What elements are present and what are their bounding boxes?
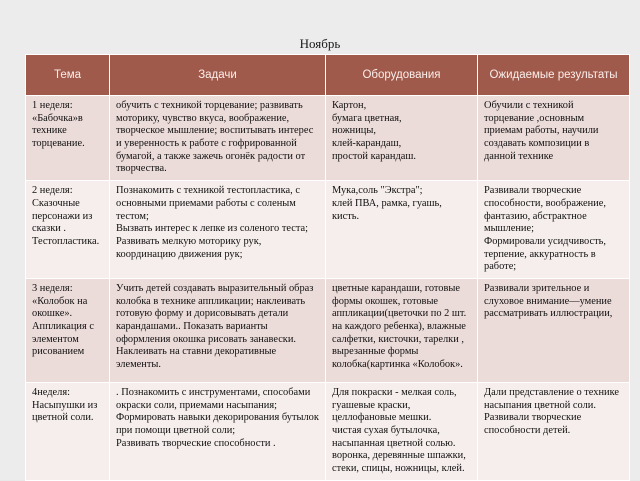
cell-topic: 4неделя: Насыпушки из цветной соли.	[26, 382, 110, 480]
cell-topic: 2 неделя: Сказочные персонажи из сказки . Тестопластика.	[26, 181, 110, 279]
cell-topic: 1 неделя: «Бабочка»в технике торцевание.	[26, 96, 110, 181]
cell-equipment: Картон, бумага цветная, ножницы, клей-карандаш, простой карандаш.	[326, 96, 478, 181]
cell-results: Развивали творческие способности, воображение, фантазию, абстрактное мышление; Формировали усидчивость, терпение, аккуратность в работе;	[478, 181, 630, 279]
plan-table	[25, 54, 630, 481]
header-tasks: Задачи	[110, 55, 326, 96]
cell-topic: 3 неделя: «Колобок на окошке». Аппликация с элементом рисованием	[26, 278, 110, 382]
header-results: Ожидаемые результаты	[478, 55, 630, 96]
table-header-row	[26, 55, 630, 96]
cell-tasks: . Познакомить с инструментами, способами окраски соли, приемами насыпания; Формировать навыки декорирования бутылок при помощи цветной соли; Развивать творческие способности .	[110, 382, 326, 480]
header-topic: Тема	[26, 55, 110, 96]
table-row	[26, 382, 630, 480]
page-title: Ноябрь	[299, 36, 341, 51]
cell-tasks: Познакомить с техникой тестопластика, с основными приемами работы с соленым тестом; Вызвать интерес к лепке из соленого теста; Развивать мелкую моторику рук, координацию движения рук;	[110, 181, 326, 279]
cell-equipment: цветные карандаши, готовые формы окошек, готовые аппликации(цветочки по 2 шт. на каждого ребенка), влажные салфетки, кисточки, тарелки , вырезанные формы колобка(картинка «Колобок».	[326, 278, 478, 382]
cell-equipment: Мука,соль "Экстра"; клей ПВА, рамка, гуашь, кисть.	[326, 181, 478, 279]
cell-results: Дали представление о технике насыпания цветной соли. Развивали творческие способности детей.	[478, 382, 630, 480]
cell-tasks: Учить детей создавать выразительный образ колобка в технике аппликации; наклеивать готовую форму и дорисовывать детали карандашами.. Показать варианты оформления окошка рисовать занавески. Наклеивать на ставни декоративные элементы.	[110, 278, 326, 382]
cell-results: Обучили с техникой торцевание ,основным приемам работы, научили создавать композиции в данной технике	[478, 96, 630, 181]
table-row	[26, 181, 630, 279]
table-row	[26, 96, 630, 181]
table-row	[26, 278, 630, 382]
cell-tasks: обучить с техникой торцевание; развивать моторику, чувство вкуса, воображение, творческое мышление; воспитывать интерес и уверенность к работе с гофрированной бумагой, а также зажечь огонёк радости от творчества.	[110, 96, 326, 181]
cell-equipment: Для покраски - мелкая соль, гуашевые краски, целлофановые мешки. чистая сухая бутылочка, насыпанная цветной солью. воронка, деревянные шпажки, стеки, спицы, ножницы, клей.	[326, 382, 478, 480]
cell-results: Развивали зрительное и слуховое внимание—умение рассматривать иллюстрации,	[478, 278, 630, 382]
header-equipment: Оборудования	[326, 55, 478, 96]
